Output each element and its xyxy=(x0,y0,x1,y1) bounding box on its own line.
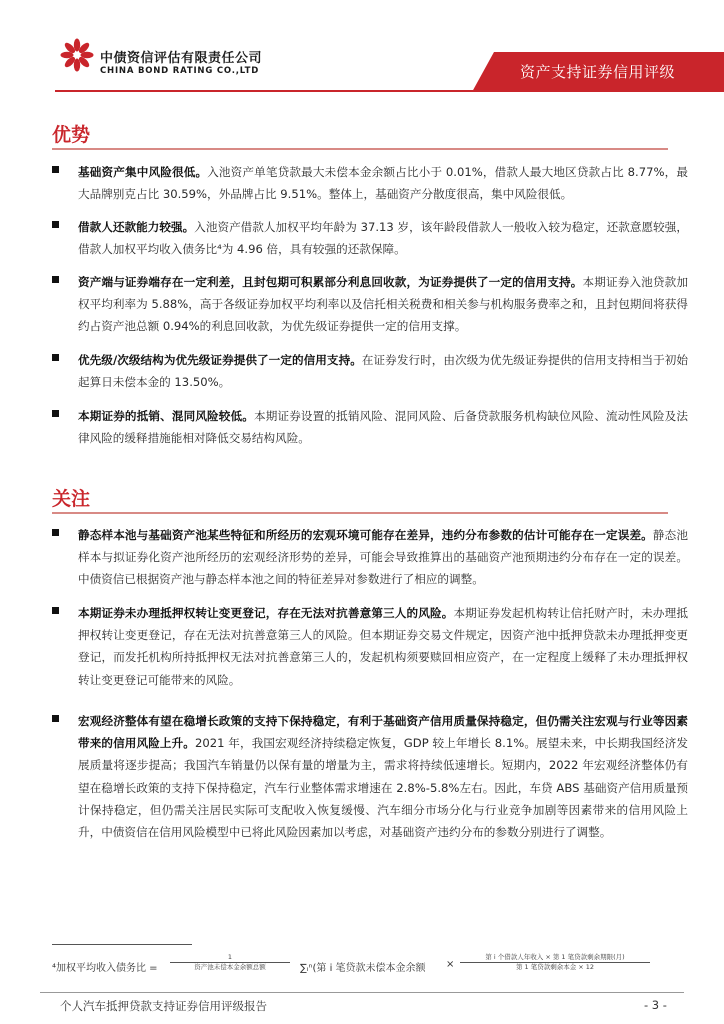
company-name-cn: 中债资信评估有限责任公司 xyxy=(100,51,263,66)
footnote-times: × xyxy=(446,959,455,970)
footer-divider xyxy=(40,992,684,993)
square-bullet-icon xyxy=(52,166,59,173)
footnote xyxy=(52,953,682,983)
item-heading: 宏观经济整体有望在稳增长政策的支持下保持稳定，有利于基础资产信用质量保持稳定，但仍需关注宏观与行业等因素带来的信用风险上升。 xyxy=(78,714,688,751)
item-heading: 资产端与证券端存在一定利差，且封包期可积累部分利息回收款，为证券提供了一定的信用支持。 xyxy=(78,275,583,289)
footnote-fraction-2 xyxy=(460,953,650,972)
item-text: 入池资产单笔贷款最大未偿本金余额占比小于 0.01%，借款人最大地区贷款占比 8.77%，最大品牌别克占比 30.59%，外品牌占比 9.51%。整体上，基础资产分散度很高，集中风险很低。 xyxy=(78,165,688,202)
square-bullet-icon xyxy=(52,715,59,722)
section-divider xyxy=(52,512,668,514)
footnote-lhs: ⁴加权平均收入债务比 = xyxy=(52,963,158,974)
square-bullet-icon xyxy=(52,221,59,228)
item-heading: 本期证券的抵销、混同风险较低。 xyxy=(78,409,254,423)
fraction-denominator: 资产池未偿本金余额总额 xyxy=(194,963,266,971)
item-text: 静态池样本与拟证券化资产池所经历的宏观经济形势的差异，可能会导致推算出的基础资产池预期违约分布存在一定的误差。中债资信已根据资产池与静态样本池之间的特征差异对参数进行了相应的调整。 xyxy=(78,528,688,587)
footnote-divider xyxy=(52,944,192,945)
section-divider xyxy=(52,148,668,150)
item-text: 2021 年，我国宏观经济持续稳定恢复，GDP 较上年增长 8.1%。展望未来，中长期我国经济发展质量将逐步提高；我国汽车销量仍以保有量的增量为主，需求将持续低速增长。短期内，2022 年宏观经济整体仍有望在稳增长政策的支持下保持稳定，汽车行业整体需求增速在 2.8%-5.8%左右。因此，车贷 ABS 基础资产信用质量预计保持稳定，但仍需关注居民实际可支配收入恢复缓慢、汽车细分市场分化与行业竞争加剧等因素带来的信用风险上升，中债资信在信用风险模型中已将此风险因素加以考虑，对基础资产违约分布的参数分别进行了调整。 xyxy=(78,736,688,840)
company-logo-icon xyxy=(60,38,94,72)
footer-report-title: 个人汽车抵押贷款支持证券信用评级报告 xyxy=(60,999,267,1013)
concern-item xyxy=(52,710,688,843)
concern-item xyxy=(52,602,688,691)
item-heading: 静态样本池与基础资产池某些特征和所经历的宏观环境可能存在差异，违约分布参数的估计可能存在一定误差。 xyxy=(78,528,653,542)
fraction-denominator: 第 1 笔贷款剩余本金 × 12 xyxy=(515,963,595,971)
header-divider xyxy=(55,90,724,92)
item-text: 本期证券入池贷款加权平均利率为 5.88%，高于各级证券加权平均利率以及信托相关税费和相关参与机构服务费率之和，且封包期间将获得约占资产池总额 0.94%的利息回收款，为优先级证券提供一定的信用支撑。 xyxy=(78,275,688,334)
square-bullet-icon xyxy=(52,276,59,283)
item-text: 在证券发行时，由次级为优先级证券提供的信用支持相当于初始起算日未偿本金的 13.50%。 xyxy=(78,353,688,390)
strength-item xyxy=(52,271,688,338)
concern-item xyxy=(52,524,688,591)
square-bullet-icon xyxy=(52,607,59,614)
footnote-fraction-1 xyxy=(170,953,290,972)
fraction-numerator: 1 xyxy=(170,953,290,963)
square-bullet-icon xyxy=(52,354,59,361)
company-name-en: CHINA BOND RATING CO.,LTD xyxy=(100,66,260,76)
page-header xyxy=(0,0,724,92)
item-heading: 优先级/次级结构为优先级证券提供了一定的信用支持。 xyxy=(78,353,362,367)
section-title-strengths: 优势 xyxy=(52,124,91,146)
report-type-label: 资产支持证券信用评级 xyxy=(520,63,676,81)
fraction-numerator: 第 i 个借款人年收入 × 第 1 笔贷款剩余期限(月) xyxy=(460,953,650,963)
square-bullet-icon xyxy=(52,410,59,417)
footnote-sum-term: ∑ᵢⁿ(第 i 笔贷款未偿本金余额 xyxy=(300,963,426,974)
item-text: 本期证券发起机构转让信托财产时，未办理抵押权转让变更登记，存在无法对抗善意第三人的风险。但本期证券交易文件规定，因资产池中抵押贷款未办理抵押变更登记，而发托机构所持抵押权无法对抗善意第三人的，发起机构须要赎回相应资产，在一定程度上缓释了未办理抵押权转让变更登记可能带来的风险。 xyxy=(78,606,688,687)
strength-item xyxy=(52,405,688,449)
item-text: 本期证券设置的抵销风险、混同风险、后备贷款服务机构缺位风险、流动性风险及法律风险的缓释措施能相对降低交易结构风险。 xyxy=(78,409,688,446)
item-heading: 本期证券未办理抵押权转让变更登记，存在无法对抗善意第三人的风险。 xyxy=(78,606,454,620)
square-bullet-icon xyxy=(52,529,59,536)
page-number: - 3 - xyxy=(644,998,667,1012)
strength-item xyxy=(52,216,688,260)
item-heading: 借款人还款能力较强。 xyxy=(78,220,195,234)
item-heading: 基础资产集中风险很低。 xyxy=(78,165,208,179)
strength-item xyxy=(52,161,688,205)
item-text: 入池资产借款人加权平均年龄为 37.13 岁，该年龄段借款人一般收入较为稳定，还款意愿较强，借款人加权平均收入债务比⁴为 4.96 倍，具有较强的还款保障。 xyxy=(78,220,688,257)
section-title-concerns: 关注 xyxy=(52,488,91,510)
strength-item xyxy=(52,349,688,393)
